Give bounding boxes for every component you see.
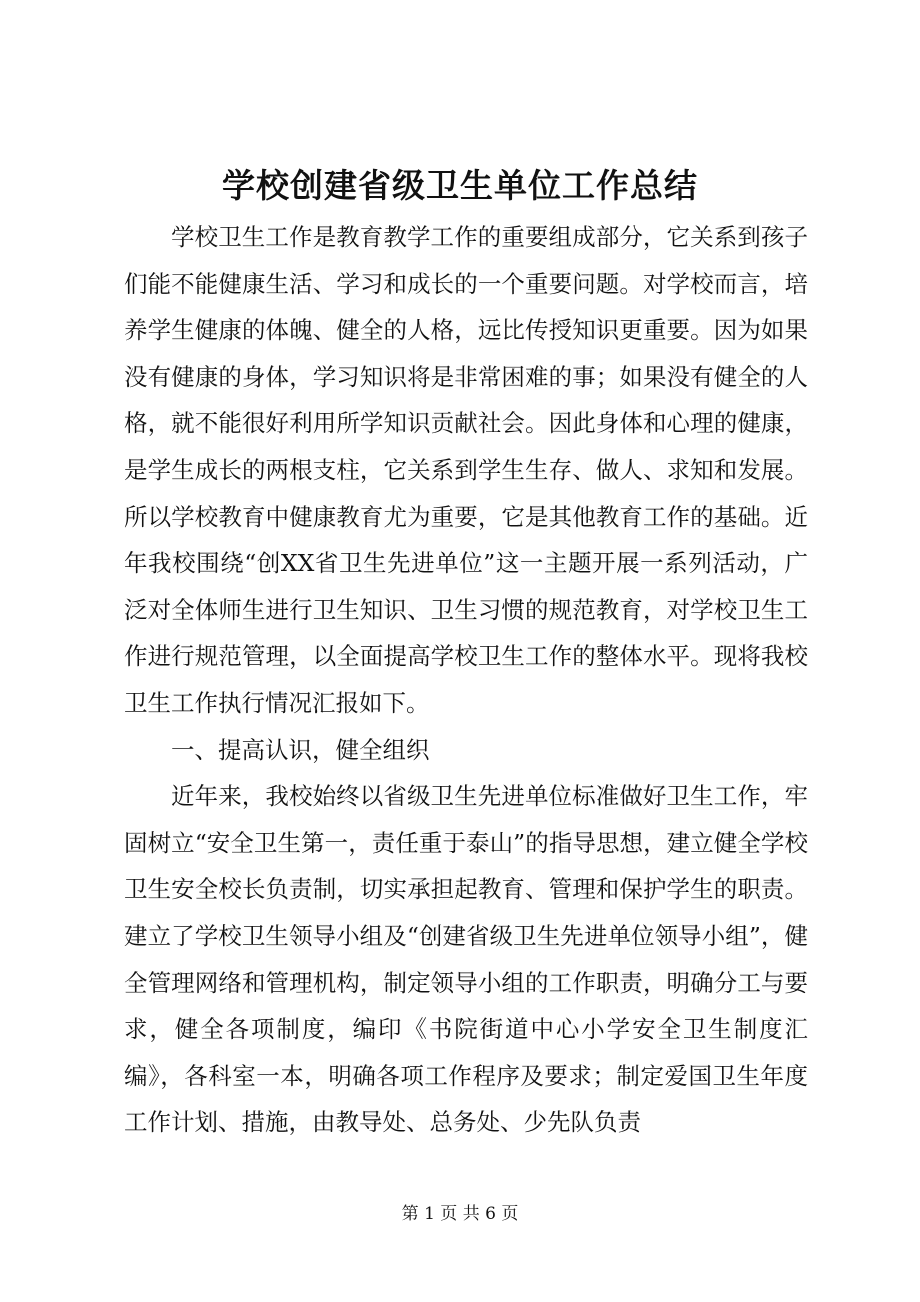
section-heading: 一、提高认识，健全组织 bbox=[171, 735, 430, 764]
section-paragraph: 近年来，我校始终以省级卫生先进单位标准做好卫生工作，牢固树立“安全卫生第一，责任重于泰山”的指导思想，建立健全学校卫生安全校长负责制，切实承担起教育、管理和保护学生的职责。建立了学校卫生领导小组及“创建省级卫生先进单位领导小组”，健全管理网络和管理机构，制定领导小组的工作职责，明确分工与要求，健全各项制度，编印《书院街道中心小学安全卫生制度汇编》，各科室一本，明确各项工作程序及要求；制定爱国卫生年度工作计划、措施，由教导处、总务处、少先队负责 bbox=[124, 782, 808, 1137]
page-footer: 第 1 页 共 6 页 bbox=[401, 1204, 519, 1224]
document-title: 学校创建省级卫生单位工作总结 bbox=[222, 166, 698, 205]
intro-paragraph: 学校卫生工作是教育教学工作的重要组成部分，它关系到孩子们能不能健康生活、学习和成长的一个重要问题。对学校而言，培养学生健康的体魄、健全的人格，远比传授知识更重要。因为如果没有健康的身体，学习知识将是非常困难的事；如果没有健全的人格，就不能很好利用所学知识贡献社会。因此身体和心理的健康，是学生成长的两根支柱，它关系到学生生存、做人、求知和发展。所以学校教育中健康教育尤为重要，它是其他教育工作的基础。近年我校围绕“创XX省卫生先进单位”这一主题开展一系列活动，广泛对全体师生进行卫生知识、卫生习惯的规范教育，对学校卫生工作进行规范管理，以全面提高学校卫生工作的整体水平。现将我校卫生工作执行情况汇报如下。 bbox=[124, 223, 808, 717]
document-body bbox=[124, 214, 808, 1146]
